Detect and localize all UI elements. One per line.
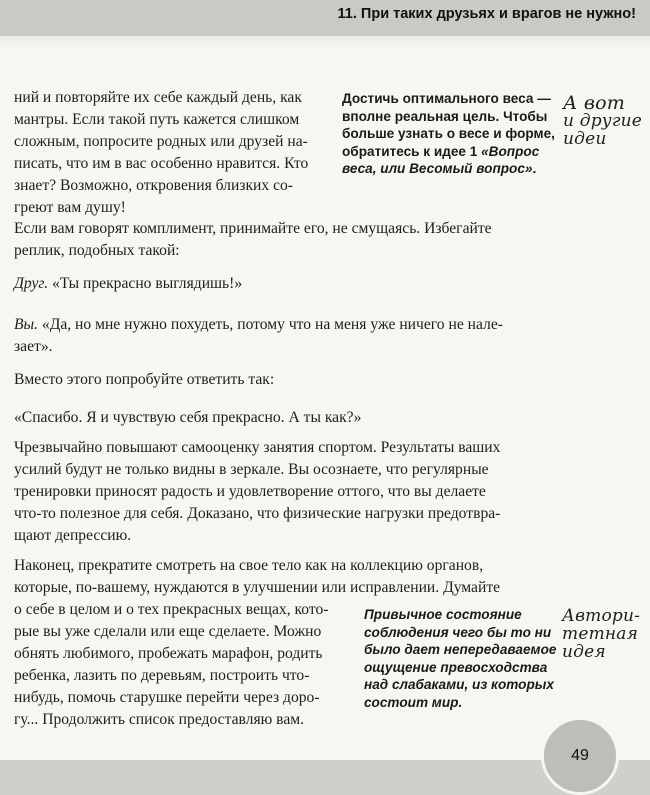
text-line: о себе в целом и о тех прекрасных вещах, кото- — [14, 601, 329, 618]
sidenote-line: над слабаками, из которых — [364, 677, 554, 692]
margin-note-line: идеи — [563, 129, 607, 149]
margin-note-authority-idea — [562, 607, 646, 661]
paragraph-5 — [14, 437, 550, 547]
sidenote-line: было дает непередаваемое — [364, 642, 557, 657]
text-line: обнять любимого, пробежать марафон, родить — [14, 645, 323, 662]
header-shade — [0, 36, 650, 50]
sidenote-line: обратитесь к идее 1 — [342, 143, 482, 159]
margin-note-line: идея — [562, 642, 606, 662]
text-line: нибудь, помочь старушке перейти через доро- — [14, 689, 320, 706]
sidenote-line: соблюдения чего бы то ни — [364, 624, 552, 640]
cross-reference: веса, или Весомый вопрос» — [342, 161, 533, 176]
paragraph-4 — [14, 407, 550, 429]
sidenote-line: вполне реальная цель. Чтобы — [342, 108, 548, 124]
text-line: «Спасибо. Я и чувствую себя прекрасно. А ты как?» — [14, 409, 362, 426]
chapter-title: 11. При таких друзьях и врагов не нужно! — [337, 6, 636, 22]
sidenote-line: состоит мир. — [364, 694, 463, 710]
text-line: зает». — [14, 338, 53, 355]
margin-note-line: Автори- — [562, 606, 641, 626]
paragraph-6 — [14, 555, 550, 599]
text-line: рые вы уже сделали или еще сделаете. Можно — [14, 623, 322, 640]
sidenote-line: больше узнать о весе и форме, — [342, 126, 555, 141]
text-line: щают депрессию. — [14, 527, 132, 544]
dialog-you — [14, 314, 550, 358]
dialog-friend — [14, 273, 550, 295]
paragraph-2 — [14, 218, 550, 262]
sidenote-line: ощущение превосходства — [364, 659, 548, 675]
sidenote-top — [342, 90, 555, 178]
text-line: греют вам душу! — [14, 199, 126, 216]
text-line: ребенка, лазить по деревьям, построить что- — [14, 667, 310, 684]
margin-note-line: и другие — [563, 111, 643, 131]
text-line: писать, что им в вас особенно нравится. Кто — [14, 155, 309, 172]
paragraph-3 — [14, 369, 550, 391]
text-line: Чрезвычайно повышают самооценку занятия спортом. Результаты ваших — [14, 439, 501, 456]
margin-note-other-ideas — [563, 94, 645, 148]
page-number: 49 — [571, 747, 589, 764]
margin-note-line: А вот — [563, 92, 625, 114]
paragraph-1 — [14, 87, 328, 219]
sidenote-line: Привычное состояние — [364, 607, 522, 622]
text-line: сложным, попросите родных или друзей на- — [14, 133, 308, 150]
margin-note-line: тетная — [562, 624, 639, 644]
text-line: которые, по-вашему, нуждаются в улучшении или исправлении. Думайте — [14, 579, 501, 596]
text-line: Наконец, прекратите смотреть на свое тело как на коллекцию органов, — [14, 557, 484, 574]
text-line: тренировки приносят радость и удовлетворение оттого, что вы делаете — [14, 483, 486, 500]
cross-reference: «Вопрос — [481, 143, 540, 159]
text-line: ний и повторяйте их себе каждый день, как — [14, 89, 302, 106]
text-line: что-то полезное для себя. Доказано, что физические нагрузки предотвра- — [14, 505, 501, 522]
text-line: гу... Продолжить список предоставляю вам. — [14, 711, 305, 728]
text-line: Если вам говорят комплимент, принимайте его, не смущаясь. Избегайте — [14, 220, 492, 237]
running-header — [0, 0, 650, 36]
text-line: Вместо этого попробуйте ответить так: — [14, 371, 275, 388]
dialog-text: «Да, но мне нужно похудеть, потому что на меня уже ничего не нале- — [38, 316, 503, 333]
text-line: реплик, подобных такой: — [14, 242, 180, 259]
dialog-text: «Ты прекрасно выглядишь!» — [48, 275, 243, 292]
dialog-speaker: Друг. — [14, 275, 49, 292]
paragraph-6-continued — [14, 599, 330, 731]
sidenote-quote — [364, 606, 557, 711]
dialog-speaker: Вы. — [14, 316, 38, 333]
text-line: усилий будут не только видны в зеркале. Вы осознаете, что регулярные — [14, 461, 489, 478]
sidenote-line: Достичь оптимального веса — — [342, 91, 551, 106]
page-number-badge — [541, 717, 619, 795]
sidenote-line: . — [532, 161, 537, 176]
text-line: мантры. Если такой путь кажется слишком — [14, 111, 300, 128]
text-line: знает? Возможно, откровения близких со- — [14, 177, 293, 194]
